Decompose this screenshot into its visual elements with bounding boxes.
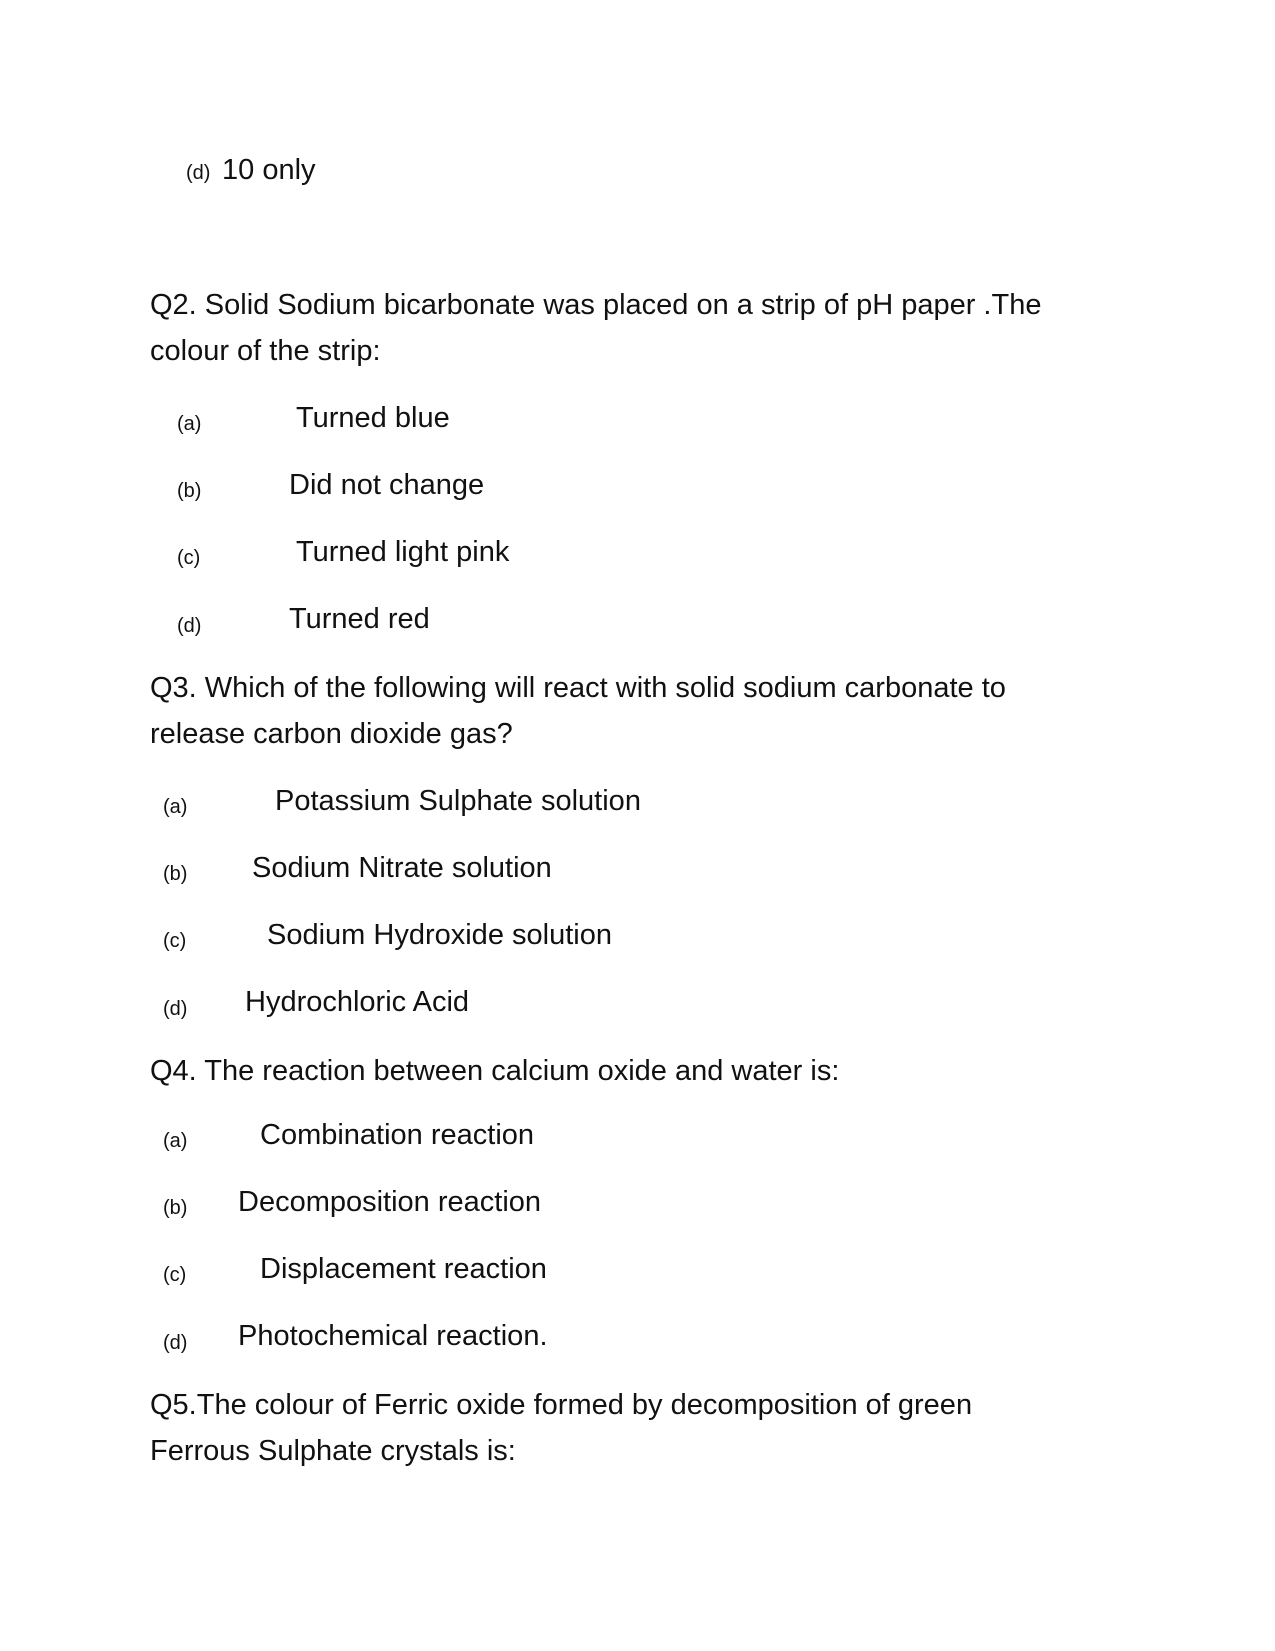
option-label: (a) <box>177 413 202 435</box>
option-text: Turned light pink <box>296 536 510 568</box>
option-label: (c) <box>163 930 187 952</box>
option-label: (d) <box>186 162 211 184</box>
option-text: Combination reaction <box>260 1119 535 1151</box>
option-label: (c) <box>163 1264 187 1286</box>
option-label: (c) <box>177 547 201 569</box>
option-label: (b) <box>163 863 188 885</box>
option-label: (a) <box>163 796 188 818</box>
option-text: Decomposition reaction <box>238 1186 542 1218</box>
option-label: (a) <box>163 1130 188 1152</box>
option-text: Did not change <box>289 469 485 501</box>
question-3-text: Q3. Which of the following will react with solid sodium carbonate to release carbon dioxide gas? <box>150 672 1006 750</box>
option-text: Turned blue <box>296 402 450 434</box>
option-text: 10 only <box>222 154 316 186</box>
option-text: Turned red <box>289 603 430 635</box>
option-text: Displacement reaction <box>260 1253 547 1285</box>
option-text: Hydrochloric Acid <box>245 986 470 1018</box>
option-label: (b) <box>177 480 202 502</box>
option-text: Photochemical reaction. <box>238 1320 548 1352</box>
option-text: Sodium Nitrate solution <box>252 852 552 884</box>
option-text: Potassium Sulphate solution <box>275 785 641 817</box>
option-label: (d) <box>177 615 202 637</box>
option-label: (b) <box>163 1197 188 1219</box>
option-label: (d) <box>163 998 188 1020</box>
question-2-text: Q2. Solid Sodium bicarbonate was placed on a strip of pH paper .The colour of the strip: <box>150 289 1042 367</box>
question-4-text: Q4. The reaction between calcium oxide and water is: <box>150 1055 840 1087</box>
question-5-text: Q5.The colour of Ferric oxide formed by decomposition of green Ferrous Sulphate crystals is: <box>150 1389 973 1467</box>
option-label: (d) <box>163 1332 188 1354</box>
option-text: Sodium Hydroxide solution <box>267 919 612 951</box>
